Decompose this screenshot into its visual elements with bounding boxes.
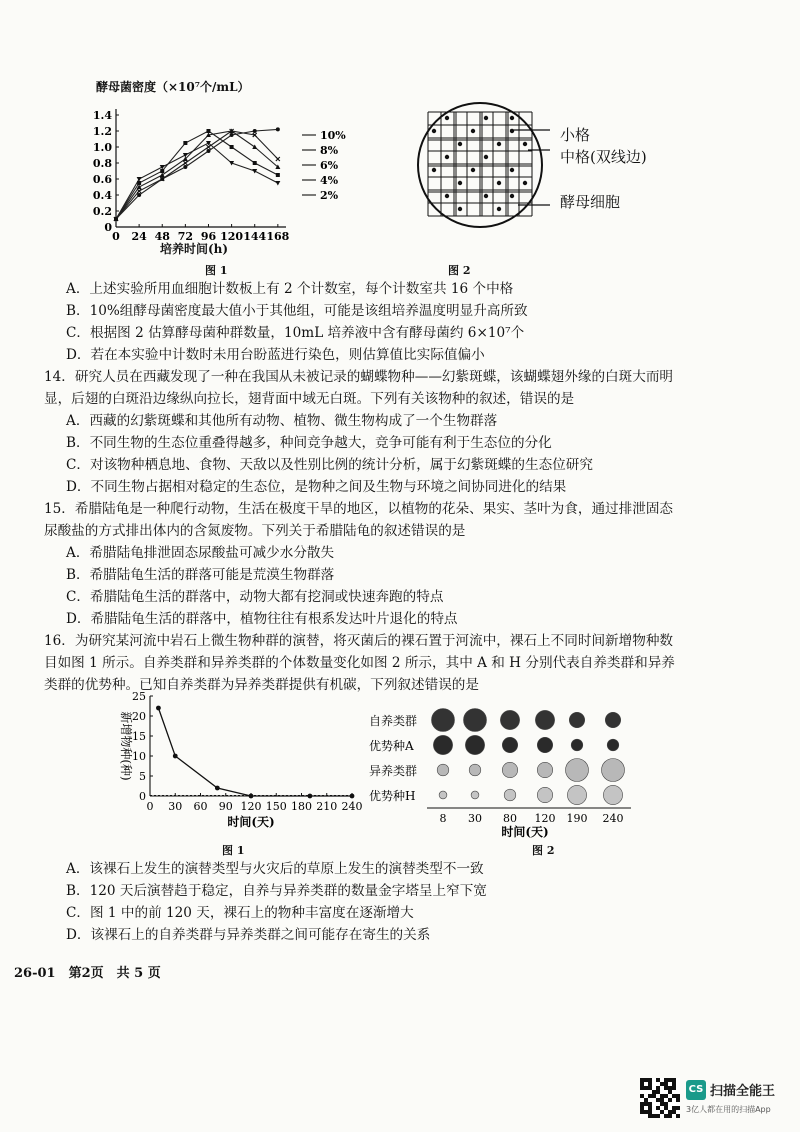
bubble (500, 710, 519, 729)
yeast-cell-dot (497, 207, 501, 211)
yeast-density-chart (80, 95, 380, 265)
x-tick-label: 96 (200, 230, 217, 243)
legend-label-4%: 4% (320, 174, 339, 187)
bubble (535, 710, 554, 729)
yeast-cell-dot (523, 181, 527, 185)
population-bubble-chart (365, 700, 645, 850)
yeast-cell-dot (458, 207, 462, 211)
bubble (433, 735, 452, 754)
y-tick-label: 20 (132, 710, 146, 723)
data-point (137, 193, 141, 197)
label-mid-grid: 中格(双线边) (560, 148, 647, 166)
x-tick-label: 72 (177, 230, 194, 243)
x-axis-label: 时间(天) (227, 815, 275, 829)
qr-module (640, 1086, 644, 1090)
q14-option-a: A．西藏的幻紫斑蝶和其他所有动物、植物、微生物构成了一个生物群落 (66, 413, 498, 429)
qr-module (664, 1106, 668, 1110)
x-tick-label: 0 (112, 230, 120, 243)
data-point (249, 794, 254, 799)
x-tick-label: 30 (468, 812, 482, 825)
qr-code-icon (640, 1078, 680, 1118)
row-label: 异养类群 (369, 764, 418, 778)
y-tick-label: 5 (139, 770, 146, 783)
bubble (567, 785, 586, 804)
data-point (206, 145, 210, 149)
yeast-cell-dot (497, 181, 501, 185)
y-axis-label: 新增物种(种) (119, 711, 133, 781)
x-tick-label: 240 (341, 800, 363, 813)
qr-module (676, 1098, 680, 1102)
qr-module (644, 1086, 648, 1090)
qr-module (640, 1110, 644, 1114)
qr-module (640, 1106, 644, 1110)
x-tick-label: 24 (131, 230, 147, 243)
qr-module (656, 1078, 660, 1082)
x-tick-label: 180 (291, 800, 312, 813)
q15-option-b: B．希腊陆龟生活的群落可能是荒漠生物群落 (66, 567, 335, 583)
data-point (160, 177, 164, 181)
q13-option-b: B．10%组酵母菌密度最大值小于其他组，可能是该组培养温度明显升高所致 (66, 303, 528, 319)
q14-option-d: D．不同生物占据相对稳定的生态位，是物种之间及生物与环境之间协同进化的结果 (66, 479, 567, 495)
yeast-cell-dot (458, 142, 462, 146)
data-point (137, 177, 142, 182)
data-point (183, 165, 187, 169)
label-yeast-cell: 酵母细胞 (560, 193, 621, 211)
series-line-8% (116, 131, 278, 219)
qr-module (648, 1086, 652, 1090)
qr-module (652, 1090, 656, 1094)
yeast-cell-dot (471, 129, 475, 133)
qr-module (652, 1114, 656, 1118)
qr-module (672, 1078, 676, 1082)
q15-option-d: D．希腊陆龟生活的群落中，植物往往有根系发达叶片退化的特点 (66, 611, 458, 627)
qr-module (676, 1106, 680, 1110)
yeast-cell-dot (510, 116, 514, 120)
label-small-grid: 小格 (560, 126, 591, 144)
qr-module (656, 1086, 660, 1090)
y-tick-label: 0.8 (92, 157, 112, 170)
qr-module (648, 1106, 652, 1110)
y-tick-label: 0 (139, 790, 146, 803)
data-point (160, 169, 164, 173)
chart1-ylabel: 酵母菌密度（×10⁷个/mL） (96, 80, 250, 94)
q15-stem-line1: 15．希腊陆龟是一种爬行动物，生活在极度干旱的地区，以植物的花朵、果实、茎叶为食，通过排泄固态 (44, 501, 674, 517)
bubble (432, 709, 455, 732)
qr-module (660, 1102, 664, 1106)
bubble (537, 762, 552, 777)
yeast-cell-dot (510, 194, 514, 198)
chart1-xlabel: 培养时间(h) (160, 242, 229, 256)
x-tick-label: 8 (439, 812, 447, 825)
data-point (156, 706, 161, 711)
qr-module (664, 1114, 668, 1118)
data-point (253, 129, 257, 133)
qr-module (648, 1082, 652, 1086)
y-tick-label: 0.2 (92, 205, 112, 218)
qr-module (668, 1110, 672, 1114)
x-axis-label: 时间(天) (501, 825, 549, 839)
x-tick-label: 0 (146, 800, 154, 813)
qr-module (672, 1086, 676, 1090)
series-line-4% (116, 131, 278, 219)
data-point (230, 145, 234, 149)
bubble (602, 759, 625, 782)
legend-label-10%: 10% (320, 129, 346, 142)
qr-module (656, 1114, 660, 1118)
bubble (566, 759, 589, 782)
q16-stem-line3: 类群的优势种。已知自养类群为异养类群提供有机碳，下列叙述错误的是 (44, 677, 479, 693)
qr-module (672, 1082, 676, 1086)
yeast-cell-dot (432, 129, 436, 133)
data-point (137, 189, 141, 193)
qr-module (644, 1078, 648, 1082)
yeast-cell-dot (523, 142, 527, 146)
bubble (571, 739, 583, 751)
bubble (471, 791, 479, 799)
legend-label-8%: 8% (320, 144, 339, 157)
legend-label-2%: 2% (320, 189, 339, 202)
q16-stem-line1: 16．为研究某河流中岩石上微生物种群的演替，将灭菌后的裸石置于河流中，裸石上不同时间新增物种数 (44, 633, 674, 649)
q15-stem-line2: 尿酸盐的方式排出体内的含氮废物。下列关于希腊陆龟的叙述错误的是 (44, 523, 466, 539)
qr-module (648, 1102, 652, 1106)
y-tick-label: 25 (132, 690, 146, 703)
q16-option-d: D．该裸石上的自养类群与异养类群之间可能存在寄生的关系 (66, 927, 431, 943)
legend-label-6%: 6% (320, 159, 339, 172)
y-tick-label: 0.4 (92, 189, 112, 202)
q14-option-c: C．对该物种栖息地、食物、天敌以及性别比例的统计分析，属于幻紫斑蝶的生态位研究 (66, 457, 593, 473)
bubble (502, 737, 517, 752)
y-tick-label: 0 (104, 221, 112, 234)
bubble (464, 709, 487, 732)
yeast-cell-dot (445, 194, 449, 198)
data-point (276, 173, 280, 177)
qr-module (672, 1106, 676, 1110)
yeast-cell-dot (432, 168, 436, 172)
q15-option-c: C．希腊陆龟生活的群落中，动物大都有挖洞或快速奔跑的特点 (66, 589, 444, 605)
new-species-chart (110, 690, 370, 840)
qr-module (640, 1078, 644, 1082)
data-point (183, 141, 187, 145)
q13-option-d: D．若在本实验中计数时未用台盼蓝进行染色，则估算值比实际值偏小 (66, 347, 485, 363)
qr-module (664, 1082, 668, 1086)
qr-module (672, 1110, 676, 1114)
q13-option-c: C．根据图 2 估算酵母菌种群数量，10mL 培养液中含有酵母菌约 6×10⁷个 (66, 325, 525, 341)
row-label: 优势种A (369, 739, 414, 753)
data-point (230, 133, 234, 137)
chart2-caption: 图 2 (448, 264, 471, 277)
data-point (308, 794, 313, 799)
qr-module (660, 1098, 664, 1102)
yeast-cell-dot (458, 181, 462, 185)
x-tick-label: 144 (243, 230, 267, 243)
scanner-app-name: 扫描全能王 (710, 1084, 776, 1099)
y-tick-label: 0.6 (92, 173, 112, 186)
x-tick-label: 80 (503, 812, 517, 825)
bubble (537, 737, 552, 752)
qr-module (668, 1090, 672, 1094)
q14-stem-line1: 14．研究人员在西藏发现了一种在我国从未被记录的蝴蝶物种——幻紫斑蝶，该蝴蝶翅外缘的白斑大而明 (44, 369, 674, 385)
yeast-cell-dot (484, 155, 488, 159)
bubble (502, 762, 517, 777)
qr-module (656, 1098, 660, 1102)
qr-module (660, 1110, 664, 1114)
x-tick-label: 120 (534, 812, 556, 825)
qr-module (652, 1094, 656, 1098)
scanner-app-tagline: 3亿人都在用的扫描App (686, 1105, 771, 1114)
data-point (275, 181, 280, 186)
camscanner-logo-icon: CS (686, 1080, 706, 1100)
x-tick-label: 48 (154, 230, 170, 243)
q13-option-a: A．上述实验所用血细胞计数板上有 2 个计数室，每个计数室共 16 个中格 (66, 281, 514, 297)
data-point (215, 786, 220, 791)
y-tick-label: 15 (132, 730, 146, 743)
qr-module (644, 1102, 648, 1106)
y-tick-label: 10 (132, 750, 146, 763)
y-tick-label: 1.4 (92, 109, 112, 122)
data-point (350, 794, 355, 799)
qr-module (676, 1114, 680, 1118)
q14-option-b: B．不同生物的生态位重叠得越多，种间竞争越大，竞争可能有利于生态位的分化 (66, 435, 552, 451)
chart1-caption: 图 1 (205, 264, 228, 277)
row-label: 自养类群 (369, 714, 418, 728)
q15-option-a: A．希腊陆龟排泄固态尿酸盐可减少水分散失 (66, 545, 335, 561)
qr-module (668, 1086, 672, 1090)
data-point (206, 149, 210, 153)
data-point (137, 181, 141, 185)
qr-module (648, 1094, 652, 1098)
qr-module (664, 1102, 668, 1106)
data-point (206, 129, 210, 133)
qr-module (664, 1094, 668, 1098)
counting-chamber-diagram (410, 90, 550, 240)
qr-module (668, 1114, 672, 1118)
bubble (437, 764, 449, 776)
qr-module (640, 1094, 644, 1098)
x-tick-label: 150 (265, 800, 287, 813)
qr-module (648, 1114, 652, 1118)
bubble (469, 764, 481, 776)
page-footer: 26-01 第2页 共 5 页 (14, 966, 161, 981)
x-tick-label: 120 (240, 800, 262, 813)
qr-module (668, 1078, 672, 1082)
x-tick-label: 240 (602, 812, 624, 825)
x-tick-label: 120 (220, 230, 244, 243)
x-tick-label: 30 (168, 800, 183, 813)
x-tick-label: 60 (193, 800, 208, 813)
bubble (504, 789, 516, 801)
species-line (158, 708, 352, 796)
bubble (439, 791, 447, 799)
qr-module (660, 1094, 664, 1098)
data-point (183, 161, 187, 165)
yeast-cell-dot (497, 142, 501, 146)
qr-module (664, 1078, 668, 1082)
data-point (276, 157, 280, 161)
q16-option-b: B．120 天后演替趋于稳定，自养与异养类群的数量金字塔呈上窄下宽 (66, 883, 487, 899)
x-tick-label: 190 (566, 812, 588, 825)
data-point (114, 217, 118, 221)
data-point (252, 169, 257, 174)
yeast-cell-dot (484, 194, 488, 198)
qr-module (648, 1078, 652, 1082)
series-line-6% (116, 131, 278, 219)
yeast-cell-dot (484, 116, 488, 120)
data-point (276, 127, 280, 131)
qr-module (644, 1098, 648, 1102)
q16-option-c: C．图 1 中的前 120 天，裸石上的物种丰富度在逐渐增大 (66, 905, 414, 921)
qr-module (656, 1106, 660, 1110)
qr-module (660, 1082, 664, 1086)
bubble (569, 712, 584, 727)
q16-fig2-caption: 图 2 (532, 844, 555, 857)
q16-stem-line2: 目如图 1 所示。自养类群和异养类群的个体数量变化如图 2 所示，其中 A 和 H 分别代表自养类群和异养 (44, 655, 675, 671)
bubble (607, 739, 619, 751)
bubble (605, 712, 620, 727)
qr-module (640, 1102, 644, 1106)
data-point (253, 161, 257, 165)
qr-module (640, 1082, 644, 1086)
y-tick-label: 1.2 (92, 125, 112, 138)
yeast-cell-dot (445, 155, 449, 159)
yeast-cell-dot (471, 168, 475, 172)
yeast-cell-dot (510, 168, 514, 172)
data-point (173, 754, 178, 759)
y-tick-label: 1.0 (92, 141, 112, 154)
qr-module (644, 1110, 648, 1114)
qr-module (648, 1110, 652, 1114)
q14-stem-line2: 显，后翅的白斑沿边缘纵向拉长，翅背面中域无白斑。下列有关该物种的叙述，错误的是 (44, 391, 575, 407)
qr-module (676, 1094, 680, 1098)
bubble (537, 787, 552, 802)
bubble (603, 785, 622, 804)
yeast-cell-dot (445, 116, 449, 120)
x-tick-label: 168 (266, 230, 290, 243)
x-tick-label: 210 (316, 800, 338, 813)
x-tick-label: 90 (218, 800, 233, 813)
series-line-2% (116, 129, 278, 219)
qr-module (672, 1094, 676, 1098)
q16-option-a: A．该裸石上发生的演替类型与火灾后的草原上发生的演替类型不一致 (66, 861, 484, 877)
qr-module (668, 1098, 672, 1102)
row-label: 优势种H (369, 789, 416, 803)
q16-fig1-caption: 图 1 (222, 844, 245, 857)
bubble (465, 735, 484, 754)
qr-module (656, 1090, 660, 1094)
qr-module (664, 1086, 668, 1090)
